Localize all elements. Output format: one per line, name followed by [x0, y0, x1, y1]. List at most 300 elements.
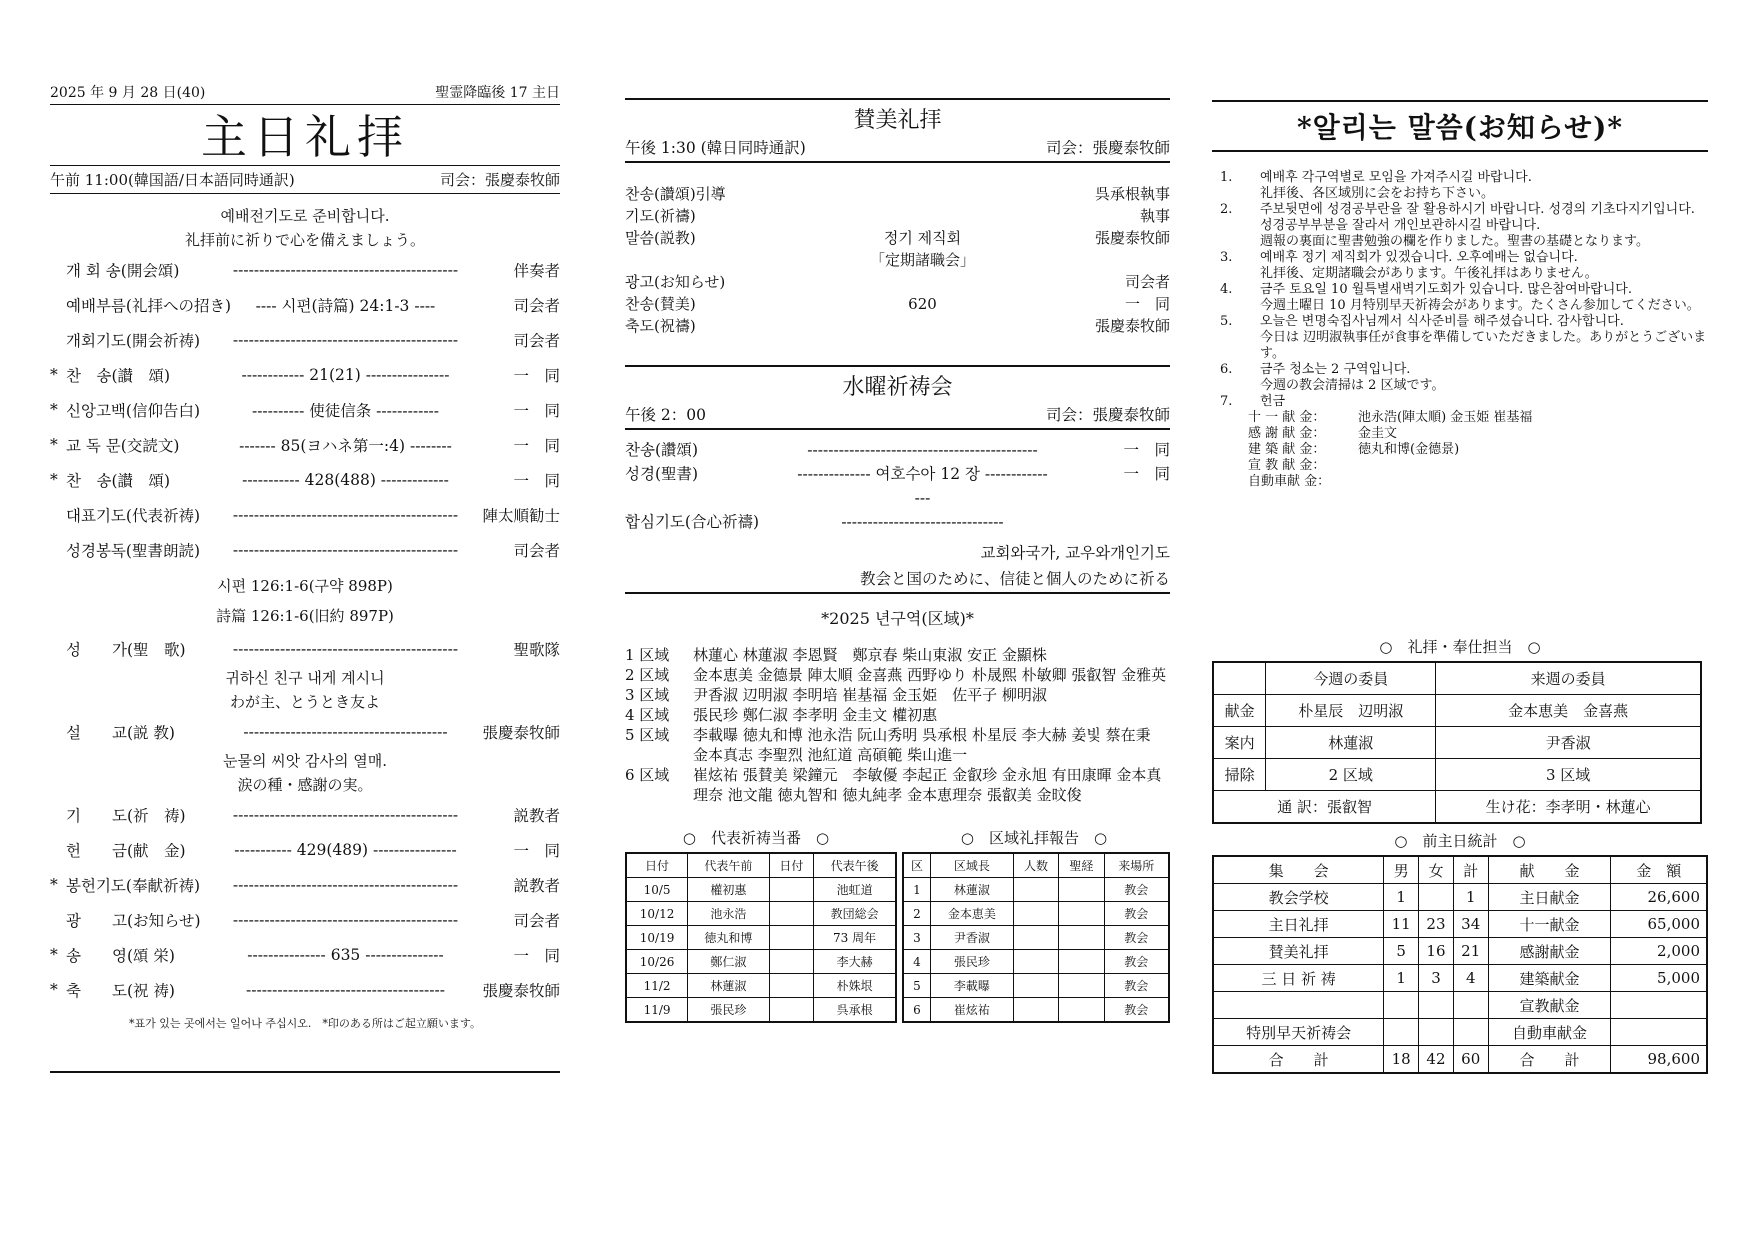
order-detail: --------------- 635 --------------- — [247, 945, 444, 964]
order-row — [50, 832, 560, 867]
program-item: 축도(祝禱) — [625, 317, 696, 335]
program-row — [625, 227, 1170, 249]
order-star: * — [50, 470, 58, 489]
program-item: 성경(聖書) — [625, 465, 699, 483]
table-cell: 98,600 — [1611, 1046, 1707, 1074]
order-row — [50, 797, 560, 832]
order-row — [50, 252, 560, 287]
order-row — [50, 937, 560, 972]
table-row — [1213, 938, 1707, 965]
table-cell: 合 計 — [1213, 1046, 1384, 1074]
table-cell — [769, 974, 814, 998]
table-header-row — [626, 853, 896, 878]
program-detail: 정기 제직회 — [883, 229, 962, 247]
order-detail: ---------- 使徒信条 ------------ — [251, 401, 440, 420]
stats-table — [1212, 855, 1708, 1074]
notice-number: 4. — [1220, 282, 1233, 297]
table-cell: 3 — [903, 926, 930, 950]
table-cell: 主日礼拝 — [1213, 911, 1384, 938]
program-leader: 張慶泰牧師 — [1094, 229, 1170, 247]
program-leader: 司会者 — [1124, 273, 1170, 291]
offering-names: 池永浩(陣太順) 金玉姫 崔基福 — [1358, 410, 1533, 425]
notice-number: 6. — [1220, 362, 1233, 377]
table-cell — [1384, 1019, 1419, 1046]
region-members: 金本恵美 金德景 陣太順 金喜燕 西野ゆり 朴晟熙 朴敏卿 張叡智 金雅英 — [693, 666, 1167, 684]
table-cell: 1 — [1384, 965, 1419, 992]
program-item: 합심기도(合心祈禱) — [625, 513, 759, 531]
table-cell: 崔炫祐 — [930, 998, 1013, 1023]
order-row — [50, 427, 560, 462]
region-members: 崔炫祐 張賛美 梁鐘元 李敏優 李起正 金叡珍 金永旭 有田康暉 金本真理奈 池文龍 徳丸智和 徳丸純孝 金本恵理奈 張叡美 金旼俊 — [693, 766, 1162, 804]
table-cell: 呉承根 — [814, 998, 896, 1023]
notice-jp: 今日は 辺明淑執事任が食事を準備していただきました。ありがとうございます。 — [1260, 330, 1707, 361]
header-cell: 日付 — [769, 853, 814, 878]
offering-row — [1248, 474, 1708, 490]
table-cell: 10/19 — [626, 926, 688, 950]
header-cell: 金 額 — [1611, 856, 1707, 884]
order-leader: 司会者 — [513, 296, 560, 315]
order-detail: ------------------------------------------- — [232, 875, 459, 894]
notice-jp: 今週の教会清掃は 2 区域です。 — [1260, 378, 1445, 393]
order-detail: ------------------------------------------- — [232, 910, 459, 929]
table-row — [1213, 759, 1701, 791]
notice-number: 5. — [1220, 314, 1233, 329]
order-name: 교 독 문(交読文) — [66, 436, 180, 455]
order-name: 찬 송(讃 頌) — [66, 366, 171, 385]
table-cell: 2 — [903, 902, 930, 926]
anthem-jp: わが主、とうとき友よ — [229, 693, 380, 711]
order-leader: 陣太順勧士 — [482, 506, 560, 525]
praise-host: 司会：張慶泰牧師 — [1045, 139, 1170, 157]
region-label: 6 区域 — [625, 766, 670, 784]
table-row — [1213, 1046, 1707, 1074]
table-row — [1213, 911, 1707, 938]
notice-text — [1260, 394, 1708, 410]
table-cell: 教会 — [1104, 902, 1169, 926]
order-star: * — [50, 980, 58, 999]
order-row-sermon — [50, 714, 560, 749]
table-row — [626, 998, 896, 1023]
duty-table — [1212, 661, 1702, 824]
table-cell: 10/12 — [626, 902, 688, 926]
table-cell: 尹香淑 — [930, 926, 1013, 950]
program-item: 찬송(讚頌) — [625, 441, 699, 459]
table-cell — [1453, 1019, 1488, 1046]
order-leader: 一 同 — [513, 841, 560, 860]
table-cell: 朴星辰 辺明淑 — [1266, 695, 1436, 727]
table-cell — [1013, 926, 1058, 950]
table-cell: 感謝献金 — [1488, 938, 1611, 965]
table-row — [903, 974, 1169, 998]
order-list-1 — [50, 252, 560, 567]
afternoon-column — [625, 98, 1170, 1023]
table-cell: 朴姝垠 — [814, 974, 896, 998]
program-detail — [795, 315, 1050, 337]
header-cell: 今週の委員 — [1266, 662, 1436, 695]
order-star: * — [50, 400, 58, 419]
table-cell: 徳丸和博 — [688, 926, 769, 950]
offering-type: 宣 教 献 金： — [1248, 458, 1326, 473]
program-leader: 一 同 — [1123, 441, 1170, 459]
order-leader: 一 同 — [513, 366, 560, 385]
table-cell — [1013, 974, 1058, 998]
order-name: 봉헌기도(奉献祈祷) — [66, 876, 200, 895]
table-cell: 主日献金 — [1488, 884, 1611, 911]
table-cell: 金本恵美 — [930, 902, 1013, 926]
table-cell: 21 — [1453, 938, 1488, 965]
duty-caption: ○ 礼拝・奉仕担当 ○ — [1379, 638, 1541, 656]
table-cell: 教会 — [1104, 878, 1169, 902]
order-leader: 司会者 — [513, 541, 560, 560]
bottom-rule — [50, 1071, 560, 1073]
order-name: 찬 송(讃 頌) — [66, 471, 171, 490]
header-cell: 献 金 — [1488, 856, 1611, 884]
table-cell: 73 周年 — [814, 926, 896, 950]
program-leader: 張慶泰牧師 — [1094, 317, 1170, 335]
table-cell: 掃除 — [1213, 759, 1266, 791]
header-cell: 代表午後 — [814, 853, 896, 878]
table-row — [1213, 884, 1707, 911]
offering-type: 建 築 献 金： — [1248, 442, 1326, 457]
scripture-jp: 詩篇 126:1-6(旧約 897P) — [216, 607, 394, 625]
region-members: 林蓮心 林蓮淑 李恩賢 鄭京春 柴山東淑 安正 金顯株 — [693, 646, 1047, 664]
notice-ko: 예배후 정기 제직회가 있겠습니다. 오후예배는 없습니다. — [1260, 250, 1578, 265]
table-row — [1213, 965, 1707, 992]
table-cell: 張民珍 — [688, 998, 769, 1023]
program-row — [625, 271, 1170, 293]
program-row — [625, 315, 1170, 337]
order-name: 신앙고백(信仰告白) — [66, 401, 200, 420]
table-header-row — [1213, 856, 1707, 884]
wed-prayer-jp: 教会と国のために、信徒と個人のために祈る — [625, 566, 1170, 594]
region-label: 4 区域 — [625, 706, 670, 724]
table-cell — [1013, 902, 1058, 926]
order-row-anthem — [50, 631, 560, 666]
wed-time: 午後 2：00 — [625, 406, 707, 424]
table-row — [626, 902, 896, 926]
table-cell: 池永浩 — [688, 902, 769, 926]
order-leader: 張慶泰牧師 — [482, 981, 560, 1000]
order-leader: 一 同 — [513, 436, 560, 455]
table-cell: 11/9 — [626, 998, 688, 1023]
order-name: 광 고(お知らせ) — [66, 911, 201, 930]
table-cell: 65,000 — [1611, 911, 1707, 938]
table-cell: 11 — [1384, 911, 1419, 938]
offering-row — [1248, 426, 1708, 442]
notice-item — [1212, 314, 1708, 362]
table-row — [903, 926, 1169, 950]
table-cell: 鄭仁淑 — [688, 950, 769, 974]
table-cell — [1419, 992, 1454, 1019]
notice-jp: 礼拝後、定期諸職会があります。午後礼拝はありません。 — [1260, 266, 1598, 281]
order-detail: ------------------------------------------- — [232, 805, 459, 824]
table-cell: 34 — [1453, 911, 1488, 938]
wed-sub — [625, 403, 1170, 430]
notice-number: 7. — [1220, 394, 1233, 409]
liturgical-week: 聖霊降臨後 17 主日 — [435, 85, 560, 101]
order-name: 예배부름(礼拝への招き) — [66, 296, 231, 315]
interpreter-cell: 通 訳：張叡智 — [1213, 791, 1436, 824]
table-cell: 教会 — [1104, 974, 1169, 998]
region-row — [625, 685, 1170, 705]
header-cell — [1213, 662, 1266, 695]
table-cell — [1213, 992, 1384, 1019]
notice-ko: 금주 토요일 10 월특별새벽기도회가 있습니다. 많은참여바랍니다. — [1260, 282, 1632, 297]
region-row — [625, 705, 1170, 725]
table-row — [1213, 992, 1707, 1019]
offering-row — [1248, 410, 1708, 426]
prep-ko: 예배전기도로 준비합니다. — [220, 207, 390, 225]
order-detail: ------------ 21(21) ---------------- — [241, 365, 450, 384]
table-cell: 1 — [1453, 884, 1488, 911]
order-detail: ------------------------------------------- — [232, 505, 459, 524]
order-detail: ----------- 428(488) ------------- — [242, 470, 449, 489]
notice-item — [1212, 250, 1708, 282]
order-leader: 説教者 — [513, 876, 560, 895]
notice-text — [1260, 282, 1708, 314]
notice-ko: 예배후 각구역별로 모임을 가져주시길 바랍니다. — [1260, 170, 1532, 185]
order-leader: 一 同 — [513, 401, 560, 420]
table-row — [626, 950, 896, 974]
praise-title: 賛美礼拝 — [625, 98, 1170, 136]
table-cell — [769, 950, 814, 974]
table-header-row — [903, 853, 1169, 878]
rep-caption: ○ 代表祈祷当番 ○ — [682, 829, 830, 847]
order-leader: 聖歌隊 — [513, 640, 560, 659]
order-star: * — [50, 945, 58, 964]
order-row — [50, 322, 560, 357]
duty-tables — [625, 852, 1170, 1023]
region-report-table — [902, 852, 1170, 1023]
footnote: *표가 있는 곳에서는 일어나 주십시오. *印のある所はご起立願います。 — [129, 1017, 481, 1030]
table-cell: 尹香淑 — [1436, 727, 1701, 759]
table-cell: 宣教献金 — [1488, 992, 1611, 1019]
order-detail: -------------------------------------- — [245, 980, 446, 999]
program-row — [625, 205, 1170, 227]
notice-item — [1212, 282, 1708, 314]
table-cell: 林蓮淑 — [1266, 727, 1436, 759]
order-star: * — [50, 875, 58, 894]
order-detail: ----------- 429(489) ---------------- — [234, 840, 457, 859]
order-star: * — [50, 435, 58, 454]
anthem-ko: 귀하신 친구 내게 계시니 — [225, 669, 385, 687]
notice-jp: 今週土曜日 10 月特別早天祈祷会があります。たくさん参加してください。 — [1260, 298, 1700, 313]
order-name: 대표기도(代表祈祷) — [66, 506, 200, 525]
order-row — [50, 357, 560, 392]
header-cell: 計 — [1453, 856, 1488, 884]
order-detail: --------------------------------------- — [243, 722, 448, 741]
table-cell — [1419, 1019, 1454, 1046]
order-leader: 伴奏者 — [513, 261, 560, 280]
header-cell: 来場所 — [1104, 853, 1169, 878]
order-name: 헌 금(献 金) — [66, 841, 186, 860]
table-cell: 教会 — [1104, 950, 1169, 974]
flower-cell: 生け花：李孝明・林蓮心 — [1436, 791, 1701, 824]
table-cell: 3 区域 — [1436, 759, 1701, 791]
table-cell: 張民珍 — [930, 950, 1013, 974]
order-row — [50, 497, 560, 532]
table-row — [626, 878, 896, 902]
offering-type: 十 一 献 金： — [1248, 410, 1326, 425]
order-detail: ------------------------------------------- — [232, 639, 459, 658]
program-leader — [1050, 249, 1170, 271]
order-name: 성 가(聖 歌) — [66, 640, 186, 659]
program-item: 찬송(讚頌)引導 — [625, 185, 726, 203]
wed-prayer-ko: 교회와국가, 교우와개인기도 — [980, 544, 1170, 562]
table-cell: 4 — [1453, 965, 1488, 992]
notice-number: 1. — [1220, 170, 1233, 185]
offering-names: 徳丸和博(金德景) — [1358, 442, 1460, 457]
program-item — [625, 249, 795, 271]
page-title: 主日礼拝 — [201, 110, 409, 164]
table-cell — [769, 902, 814, 926]
order-row — [50, 392, 560, 427]
table-cell: 5 — [1384, 938, 1419, 965]
table-cell: 10/26 — [626, 950, 688, 974]
order-name: 성경봉독(聖書朗読) — [66, 541, 200, 560]
notice-ko: 주보뒷면에 성경공부란을 잘 활용하시기 바랍니다. 성경의 기초다지기입니다. 성경공부부분을 잘라서 개인보관하시길 바랍니다. — [1260, 202, 1695, 233]
order-name: 개 회 송(開会頌) — [66, 261, 180, 280]
notice-item — [1212, 394, 1708, 410]
order-name: 축 도(祝 祷) — [66, 981, 175, 1000]
offering-list — [1212, 410, 1708, 490]
table-cell: 教会学校 — [1213, 884, 1384, 911]
table-cell: 18 — [1384, 1046, 1419, 1074]
program-detail: 620 — [908, 295, 937, 313]
order-list-2 — [50, 797, 560, 1007]
order-detail: ------------------------------------------- — [232, 260, 459, 279]
table-cell: 1 — [903, 878, 930, 902]
table-cell: 60 — [1453, 1046, 1488, 1074]
notice-item — [1212, 170, 1708, 202]
order-leader: 説教者 — [513, 806, 560, 825]
program-leader: 執事 — [1139, 207, 1170, 225]
table-cell: 案内 — [1213, 727, 1266, 759]
table-cell: 5,000 — [1611, 965, 1707, 992]
sermon-jp: 涙の種・感謝の実。 — [237, 776, 373, 794]
scripture-ko: 시편 126:1-6(구약 898P) — [217, 577, 393, 595]
order-detail: ---- 시편(詩篇) 24:1-3 ---- — [255, 296, 436, 315]
table-cell: 合 計 — [1488, 1046, 1611, 1074]
table-row — [903, 878, 1169, 902]
table-header-row — [1213, 662, 1701, 695]
header-cell: 区 — [903, 853, 930, 878]
prep-jp: 礼拝前に祈りで心を備えましょう。 — [184, 231, 425, 249]
notice-ko: 금주 청소는 2 구역입니다. — [1260, 362, 1411, 377]
table-cell: 2 区域 — [1266, 759, 1436, 791]
table-cell — [1059, 974, 1104, 998]
reg-caption: ○ 区域礼拝報告 ○ — [960, 829, 1108, 847]
order-row — [50, 902, 560, 937]
region-row — [625, 645, 1170, 665]
praise-sub — [625, 136, 1170, 163]
notice-item — [1212, 202, 1708, 250]
table-cell: 十一献金 — [1488, 911, 1611, 938]
header-cell: 来週の委員 — [1436, 662, 1701, 695]
program-detail — [795, 271, 1050, 293]
region-members: 李載曝 徳丸和博 池永浩 阮山秀明 呉承根 朴星辰 李大赫 姜빛 蔡在秉 金本真志 李聖烈 池紅道 高碩範 柴山進一 — [693, 726, 1151, 764]
region-list — [625, 645, 1170, 805]
header-cell: 区域長 — [930, 853, 1013, 878]
order-name: 개회기도(開会祈祷) — [66, 331, 200, 350]
table-cell — [1419, 884, 1454, 911]
order-detail: ------------------------------------------- — [232, 540, 459, 559]
table-cell: 權初惠 — [688, 878, 769, 902]
program-row — [625, 462, 1170, 510]
program-row — [625, 293, 1170, 315]
table-cell: 2,000 — [1611, 938, 1707, 965]
program-leader: 一 同 — [1124, 295, 1170, 313]
header-cell: 集 会 — [1213, 856, 1384, 884]
notice-number: 3. — [1220, 250, 1233, 265]
order-detail: ------- 85(ヨハネ第一:4) -------- — [239, 436, 452, 455]
notice-text — [1260, 202, 1708, 250]
table-cell: 自動車献金 — [1488, 1019, 1611, 1046]
program-detail: -------------------------------------------- — [807, 441, 1038, 459]
table-cell: 42 — [1419, 1046, 1454, 1074]
order-name: 기 도(祈 祷) — [66, 806, 186, 825]
header-cell: 代表午前 — [688, 853, 769, 878]
header-cell: 女 — [1419, 856, 1454, 884]
table-cell: 3 — [1419, 965, 1454, 992]
table-row — [1213, 1019, 1707, 1046]
region-label: 3 区域 — [625, 686, 670, 704]
region-label: 5 区域 — [625, 726, 670, 744]
program-row — [625, 438, 1170, 462]
table-row — [1213, 695, 1701, 727]
table-cell: 李載曝 — [930, 974, 1013, 998]
program-item: 말씀(説教) — [625, 229, 696, 247]
program-detail: ------------------------------- — [841, 513, 1004, 531]
order-name: 송 영(頌 栄) — [66, 946, 175, 965]
region-row — [625, 725, 1170, 765]
table-cell: 李大赫 — [814, 950, 896, 974]
order-detail: ------------------------------------------- — [232, 330, 459, 349]
table-cell: 6 — [903, 998, 930, 1023]
table-cell — [1013, 878, 1058, 902]
region-title: *2025 년구역(区域)* — [821, 609, 974, 628]
order-row — [50, 972, 560, 1007]
notice-ko: 오늘은 변명숙집사님께서 식사준비를 해주셨습니다. 감사합니다. — [1260, 314, 1624, 329]
table-cell — [769, 878, 814, 902]
table-cell: 10/5 — [626, 878, 688, 902]
table-cell: 16 — [1419, 938, 1454, 965]
header-cell: 日付 — [626, 853, 688, 878]
order-row — [50, 462, 560, 497]
offering-type: 感 謝 献 金： — [1248, 426, 1326, 441]
order-leader: 一 同 — [513, 946, 560, 965]
table-cell: 献金 — [1213, 695, 1266, 727]
program-item: 찬송(賛美) — [625, 295, 696, 313]
order-star: * — [50, 365, 58, 384]
program-row — [625, 249, 1170, 271]
service-time: 午前 11:00(韓国語/日本語同時通訳) — [50, 171, 295, 189]
table-cell — [1059, 902, 1104, 926]
program-detail: 「定期諸職会」 — [869, 251, 975, 269]
program-row — [625, 510, 1170, 534]
table-cell: 教団総会 — [814, 902, 896, 926]
notice-list — [1212, 170, 1708, 410]
table-cell: 11/2 — [626, 974, 688, 998]
main-service-column — [50, 0, 560, 1073]
table-cell: 26,600 — [1611, 884, 1707, 911]
order-leader: 司会者 — [513, 911, 560, 930]
sermon-ko: 눈물의 씨앗 감사의 열매. — [223, 752, 387, 770]
table-cell — [1059, 926, 1104, 950]
program-leader: 呉承根執事 — [1094, 185, 1170, 203]
program-leader: 一 同 — [1123, 465, 1170, 483]
duty-foot-row — [1213, 791, 1701, 824]
